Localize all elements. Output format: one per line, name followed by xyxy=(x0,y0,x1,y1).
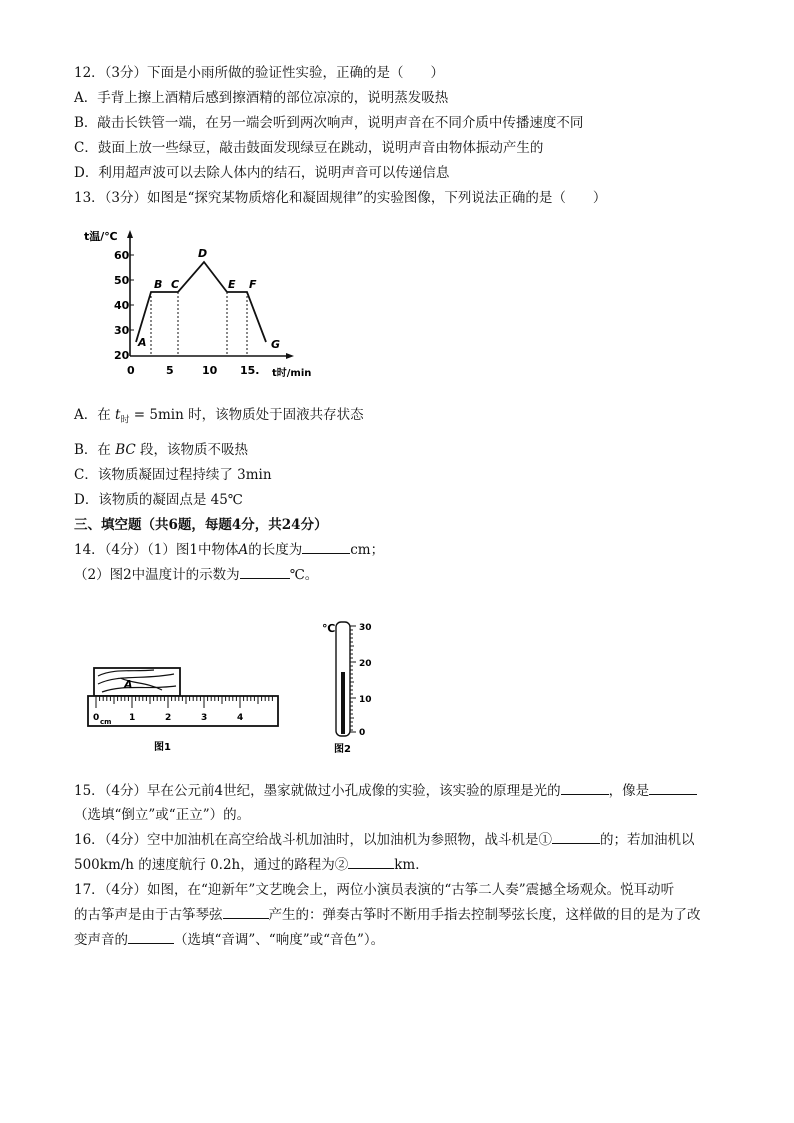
point-label: G xyxy=(271,338,281,351)
thermometer-figure xyxy=(314,616,394,756)
section-heading: 三、填空题（共6题，每题4分，共24分） xyxy=(74,517,328,533)
q15-line2: （选填“倒立”或“正立”）的。 xyxy=(74,807,251,823)
ruler-unit: cm xyxy=(100,718,112,726)
x-tick: 5 xyxy=(166,364,174,377)
ruler-tick: 0 xyxy=(93,713,100,723)
point-label: B xyxy=(154,278,163,291)
q13-option-a: A．在 $t_时 = 5\min$ 时，该物质处于固液共存状态 xyxy=(74,407,364,426)
ruler-tick: 4 xyxy=(237,713,244,723)
y-tick: 40 xyxy=(114,299,130,312)
q12-stem: 12．（3分）下面是小雨所做的验证性实验，正确的是（ ） xyxy=(74,65,445,81)
answer-blank[interactable] xyxy=(128,931,174,944)
point-label: E xyxy=(228,278,236,291)
ruler-tick: 2 xyxy=(165,713,172,723)
q17-line2: 的古筝声是由于古筝琴弦 产生的：弹奏古筝时不断用手指去控制琴弦长度，这样做的目的是为了改 xyxy=(74,907,701,923)
q13-option-c: C．该物质凝固过程持续了 3min xyxy=(74,467,272,483)
answer-blank[interactable] xyxy=(561,782,609,795)
q13-option-b: B．在 BC 段，该物质不吸热 xyxy=(74,442,249,458)
q12-option-b: B．敲击长铁管一端，在另一端会听到两次响声，说明声音在不同介质中传播速度不同 xyxy=(74,115,584,131)
thermometer-tick: 10 xyxy=(359,695,372,705)
answer-blank[interactable] xyxy=(302,541,350,554)
figure-caption: 图2 xyxy=(334,744,351,755)
q14-line1: 14．（4分）（1）图1中物体A的长度为 cm； xyxy=(74,542,385,558)
q16-line1: 16．（4分）空中加油机在高空给战斗机加油时，以加油机为参照物，战斗机是① 的；若加油机以 xyxy=(74,832,695,848)
x-axis-label: t时/min xyxy=(272,368,312,379)
x-tick: 15. xyxy=(240,364,260,377)
x-tick: 10 xyxy=(202,364,218,377)
q15-line1: 15．（4分）早在公元前4世纪，墨家就做过小孔成像的实验，该实验的原理是光的 ，像是 xyxy=(74,782,697,800)
y-tick: 20 xyxy=(114,349,130,362)
q12-option-a: A．手背上擦上酒精后感到擦酒精的部位凉凉的，说明蒸发吸热 xyxy=(74,90,449,106)
figure-caption: 图1 xyxy=(154,742,171,753)
q16-line2: 500km/h 的速度航行 0.2h，通过的路程为② km． xyxy=(74,857,429,873)
y-tick: 30 xyxy=(114,324,130,337)
answer-blank[interactable] xyxy=(223,906,269,919)
point-label: F xyxy=(249,278,257,291)
y-axis-label: t温/℃ xyxy=(84,230,118,243)
q17-line3: 变声音的 （选填“音调”、“响度”或“音色”）。 xyxy=(74,932,385,948)
y-tick: 60 xyxy=(114,249,130,262)
answer-blank[interactable] xyxy=(552,831,600,844)
ruler-tick: 1 xyxy=(129,713,136,723)
thermometer-unit: ℃ xyxy=(322,622,336,635)
object-label: A xyxy=(124,678,133,691)
q17-line1: 17．（4分）如图，在“迎新年”文艺晚会上，两位小演员表演的“古筝二人奏”震撼全场观众。悦耳动听 xyxy=(74,882,675,898)
point-label: A xyxy=(138,336,147,349)
q12-option-c: C．鼓面上放一些绿豆，敲击鼓面发现绿豆在跳动，说明声音由物体振动产生的 xyxy=(74,140,544,156)
ruler-figure xyxy=(84,662,284,757)
melting-curve-graph xyxy=(80,224,340,384)
answer-blank[interactable] xyxy=(240,566,290,579)
q14-line2: （2）图2中温度计的示数为 ℃。 xyxy=(74,567,319,583)
point-label: C xyxy=(171,278,180,291)
answer-blank[interactable] xyxy=(348,856,394,869)
thermometer-tick: 0 xyxy=(359,728,366,738)
y-tick: 50 xyxy=(114,274,130,287)
q13-stem: 13．（3分）如图是“探究某物质熔化和凝固规律”的实验图像，下列说法正确的是（ ） xyxy=(74,190,607,206)
answer-blank[interactable] xyxy=(649,782,697,795)
x-tick: 0 xyxy=(127,364,135,377)
q13-option-d: D．该物质的凝固点是 45℃ xyxy=(74,492,243,508)
point-label: D xyxy=(198,247,208,260)
ruler-tick: 3 xyxy=(201,713,208,723)
thermometer-tick: 30 xyxy=(359,623,372,633)
thermometer-tick: 20 xyxy=(359,659,372,669)
q12-option-d: D．利用超声波可以去除人体内的结石，说明声音可以传递信息 xyxy=(74,165,450,181)
